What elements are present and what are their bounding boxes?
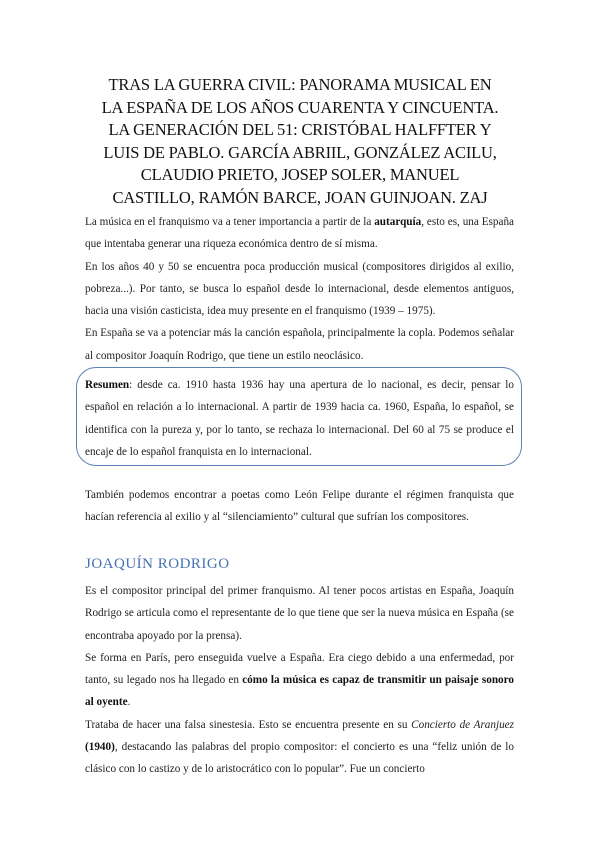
document-title bbox=[80, 74, 520, 209]
intro-paragraph: En los años 40 y 50 se encuentra poca producción musical (compositores dirigidos al exilio, pobreza...). Por tanto, se busca lo español desde lo internacional, desde elementos antiguos, hacia una visión casticista, idea muy presente en el franquismo (1939 – 1975). bbox=[85, 260, 514, 318]
title-line: CLAUDIO PRIETO, JOSEP SOLER, MANUEL bbox=[140, 165, 460, 184]
work-title: Concierto de Aranjuez bbox=[411, 718, 515, 731]
emphasis-text: cómo la música es capaz de transmitir un paisaje sonoro al oyente bbox=[85, 674, 514, 709]
title-line: LA ESPAÑA DE LOS AÑOS CUARENTA Y CINCUENTA. bbox=[101, 97, 499, 117]
year-text: (1940) bbox=[85, 741, 115, 754]
rodrigo-text: Trataba de hacer una falsa sinestesia. Esto se encuentra presente en su bbox=[85, 718, 412, 731]
rodrigo-paragraph bbox=[85, 714, 514, 781]
intro-text: La música en el franquismo va a tener importancia a partir de la bbox=[85, 216, 375, 228]
rodrigo-paragraph: Es el compositor principal del primer franquismo. Al tener pocos artistas en España, Joaquín Rodrigo se articula como el representante de lo que tiene que ser la nueva música en España (se encontraba apoyado por la prensa). bbox=[85, 585, 514, 642]
autarquia-term: autarquía bbox=[374, 216, 422, 228]
title-line: LA GENERACIÓN DEL 51: CRISTÓBAL HALFFTER Y bbox=[108, 120, 492, 139]
section-heading: JOAQUÍN RODRIGO bbox=[85, 556, 230, 572]
rodrigo-paragraph bbox=[85, 647, 514, 714]
rodrigo-section bbox=[85, 580, 514, 781]
intro-section bbox=[85, 211, 514, 367]
intro-text: , esto es, una España que intentaba generar una riqueza económica dentro de sí misma. bbox=[85, 216, 514, 251]
rodrigo-text: . bbox=[127, 696, 131, 709]
rodrigo-text: , destacando las palabras del propio compositor: el concierto es una “feliz unión de lo clásico con lo castizo y de lo aristocrático con lo popular”. Fue un concierto bbox=[85, 741, 514, 776]
poets-paragraph bbox=[85, 484, 514, 529]
title-line: CASTILLO, RAMÓN BARCE, JOAN GUINJOAN. ZAJ bbox=[112, 187, 488, 207]
intro-paragraph: En España se va a potenciar más la canción española, principalmente la copla. Podemos señalar al compositor Joaquín Rodrigo, que tiene un estilo neoclásico. bbox=[85, 327, 514, 362]
summary-label: Resumen bbox=[85, 379, 130, 391]
rodrigo-text: Se forma en París, pero enseguida vuelve a España. Era ciego debido a una enfermedad, por tanto, su legado nos ha llegado en bbox=[85, 651, 514, 687]
summary-paragraph bbox=[85, 374, 514, 463]
title-line: LUIS DE PABLO. GARCÍA ABRIIL, GONZÁLEZ ACILU, bbox=[103, 142, 497, 162]
title-line: TRAS LA GUERRA CIVIL: PANORAMA MUSICAL EN bbox=[108, 75, 492, 94]
poets-text: También podemos encontrar a poetas como León Felipe durante el régimen franquista que hacían referencia al exilio y al “silenciamiento” cultural que sufrían los compositores. bbox=[85, 489, 514, 524]
summary-body: : desde ca. 1910 hasta 1936 hay una apertura de lo nacional, es decir, pensar lo español en relación a lo internacional. A partir de 1939 hacia ca. 1960, España, lo español, se identifica con la pureza y, por lo tanto, se rechaza lo internacional. Del 60 al 75 se produce el encaje de lo español franquista en lo internacional. bbox=[85, 379, 514, 458]
summary-text bbox=[85, 374, 514, 463]
intro-paragraph bbox=[85, 211, 514, 256]
